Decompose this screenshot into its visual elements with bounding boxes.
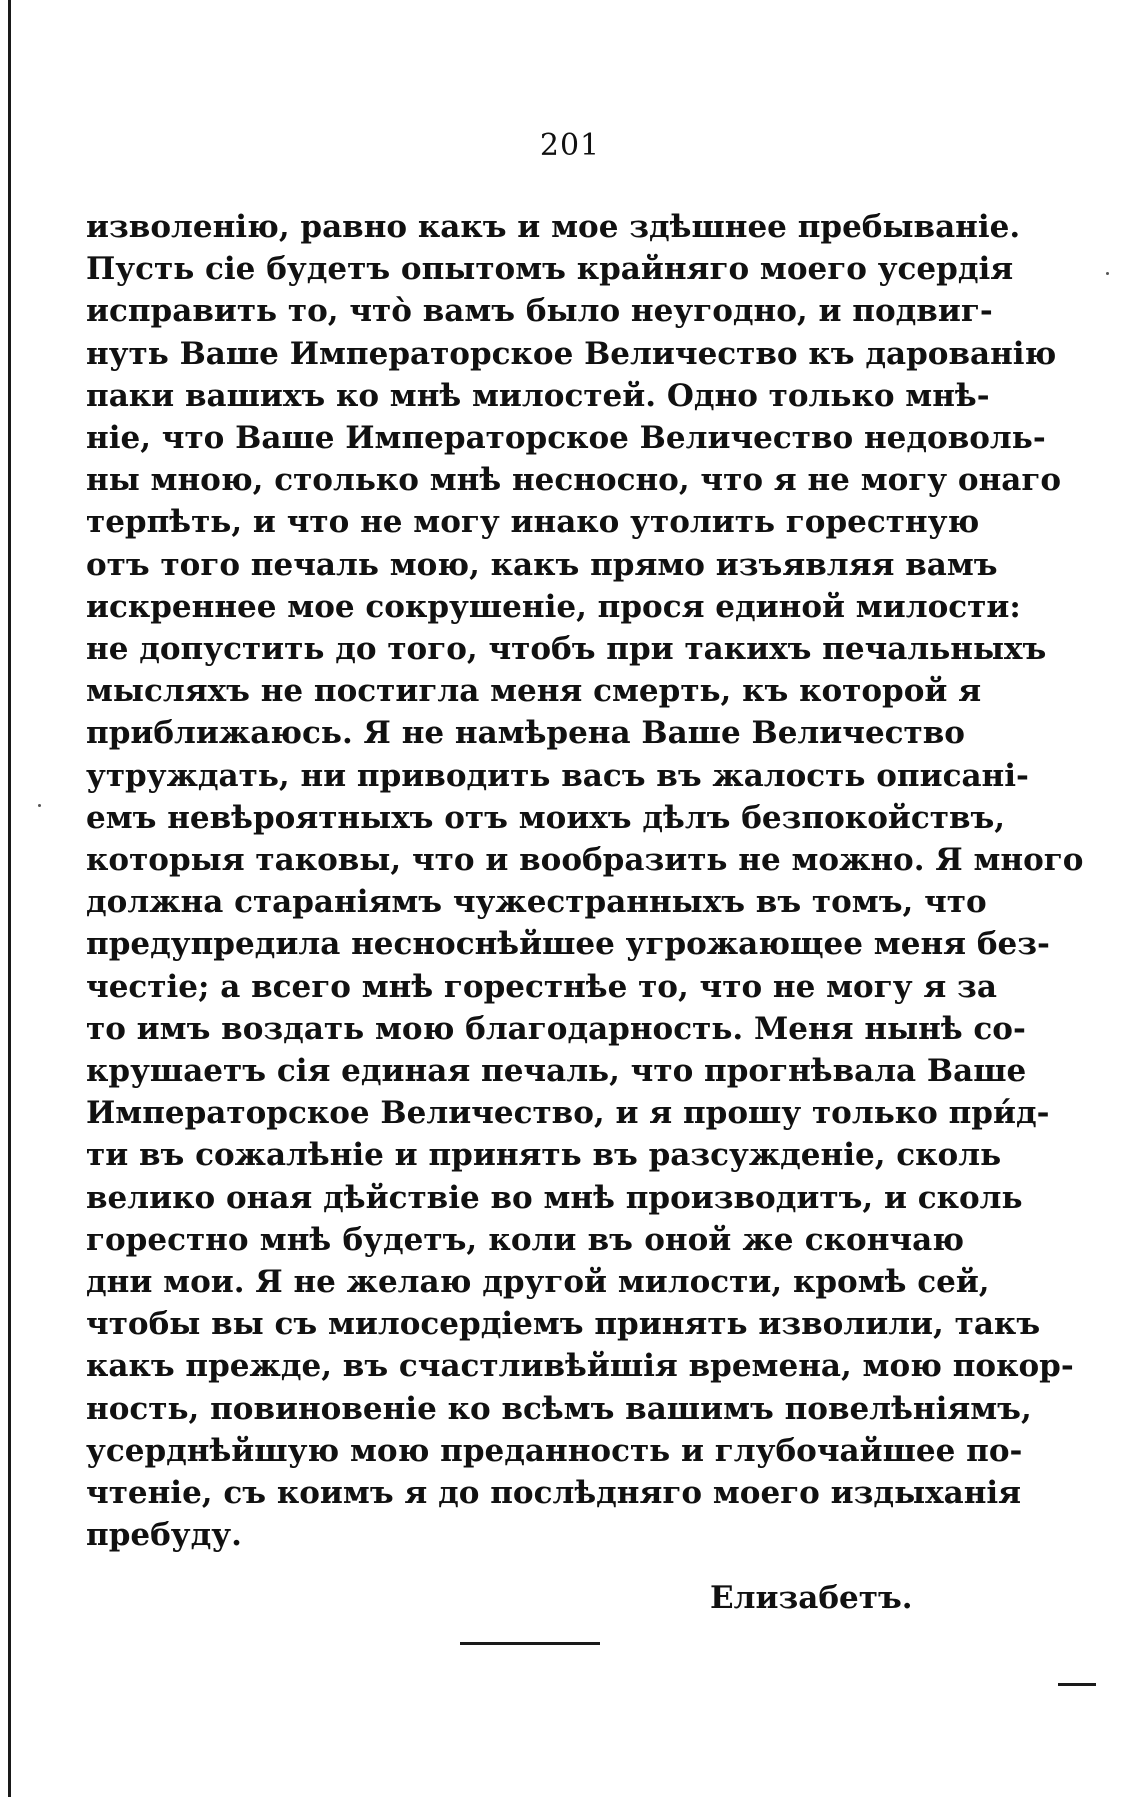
text-line: ти въ сожалѣніе и принять въ разсужденіе, сколь: [86, 1137, 1002, 1174]
text-line: велико оная дѣйствіе во мнѣ производитъ, и сколь: [86, 1179, 1023, 1216]
text-line: какъ прежде, въ счастливѣйшія времена, мою покор-: [86, 1348, 1074, 1385]
speck: [38, 804, 41, 807]
text-line: крушаетъ сія единая печаль, что прогнѣвала Ваше: [86, 1053, 1027, 1089]
text-line: должна стараніямъ чужестранныхъ въ томъ, что: [86, 884, 987, 921]
text-line: не допустить до того, чтобъ при такихъ печальныхъ: [86, 631, 1047, 667]
text-line: усерднѣйшую мою преданность и глубочайшее по-: [86, 1432, 1023, 1469]
text-line: то имъ воздать мою благодарность. Меня нынѣ со-: [86, 1010, 1026, 1047]
text-line: искреннее мое сокрушеніе, прося единой милости:: [86, 588, 1021, 625]
text-line: приближаюсь. Я не намѣрена Ваше Величество: [86, 715, 965, 752]
text-line: ность, повиновеніе ко всѣмъ вашимъ повелѣніямъ,: [86, 1390, 1032, 1427]
text-line: ны мною, столько мнѣ несносно, что я не могу онаго: [86, 462, 1062, 499]
text-line: дни мои. Я не желаю другой милости, кромѣ сей,: [86, 1264, 990, 1300]
text-line: ніе, что Ваше Императорское Величество недоволь-: [86, 420, 1046, 456]
text-line: честіе; а всего мнѣ горестнѣе то, что не могу я за: [86, 968, 997, 1005]
text-line: горестно мнѣ будетъ, коли въ оной же скончаю: [86, 1221, 964, 1258]
text-line: Пусть сіе будетъ опытомъ крайняго моего усердія: [86, 251, 1014, 288]
text-line: нуть Ваше Императорское Величество къ дарованію: [86, 335, 1057, 372]
text-line: Императорское Величество, и я прошу только при́д-: [86, 1095, 1050, 1132]
text-line: емъ невѣроятныхъ отъ моихъ дѣлъ безпокойствъ,: [86, 799, 1006, 836]
text-line: терпѣть, и что не могу инако утолить горестную: [86, 504, 980, 541]
text-line: чтобы вы съ милосердіемъ принять изволили, такъ: [86, 1306, 1041, 1343]
text-line: паки вашихъ ко мнѣ милостей. Одно только мнѣ-: [86, 377, 990, 414]
page-edge-rule: [8, 0, 11, 1797]
text-line: мысляхъ не постигла меня смерть, къ которой я: [86, 673, 982, 710]
text-line: пребуду.: [86, 1517, 242, 1554]
speck: [1106, 272, 1109, 275]
text-line: чтеніе, съ коимъ я до послѣдняго моего издыханія: [86, 1475, 1022, 1511]
end-rule: [460, 1642, 600, 1645]
text-line: предупредила несноснѣйшее угрожающее меня без-: [86, 926, 1050, 963]
text-line: изволенію, равно какъ и мое здѣшнее пребываніе.: [86, 209, 1021, 245]
edge-mark: [1058, 1683, 1096, 1686]
text-line: отъ того печаль мою, какъ прямо изъявляя вамъ: [86, 546, 998, 583]
text-line: исправить то, что̀ вамъ было неугодно, и подвиг-: [86, 293, 993, 330]
text-line: утруждать, ни приводить васъ въ жалость описані-: [86, 757, 1029, 794]
page-number: 201: [539, 128, 601, 163]
signature: Елизабетъ.: [710, 1580, 913, 1616]
text-line: которыя таковы, что и вообразить не можно. Я много: [86, 842, 1084, 878]
